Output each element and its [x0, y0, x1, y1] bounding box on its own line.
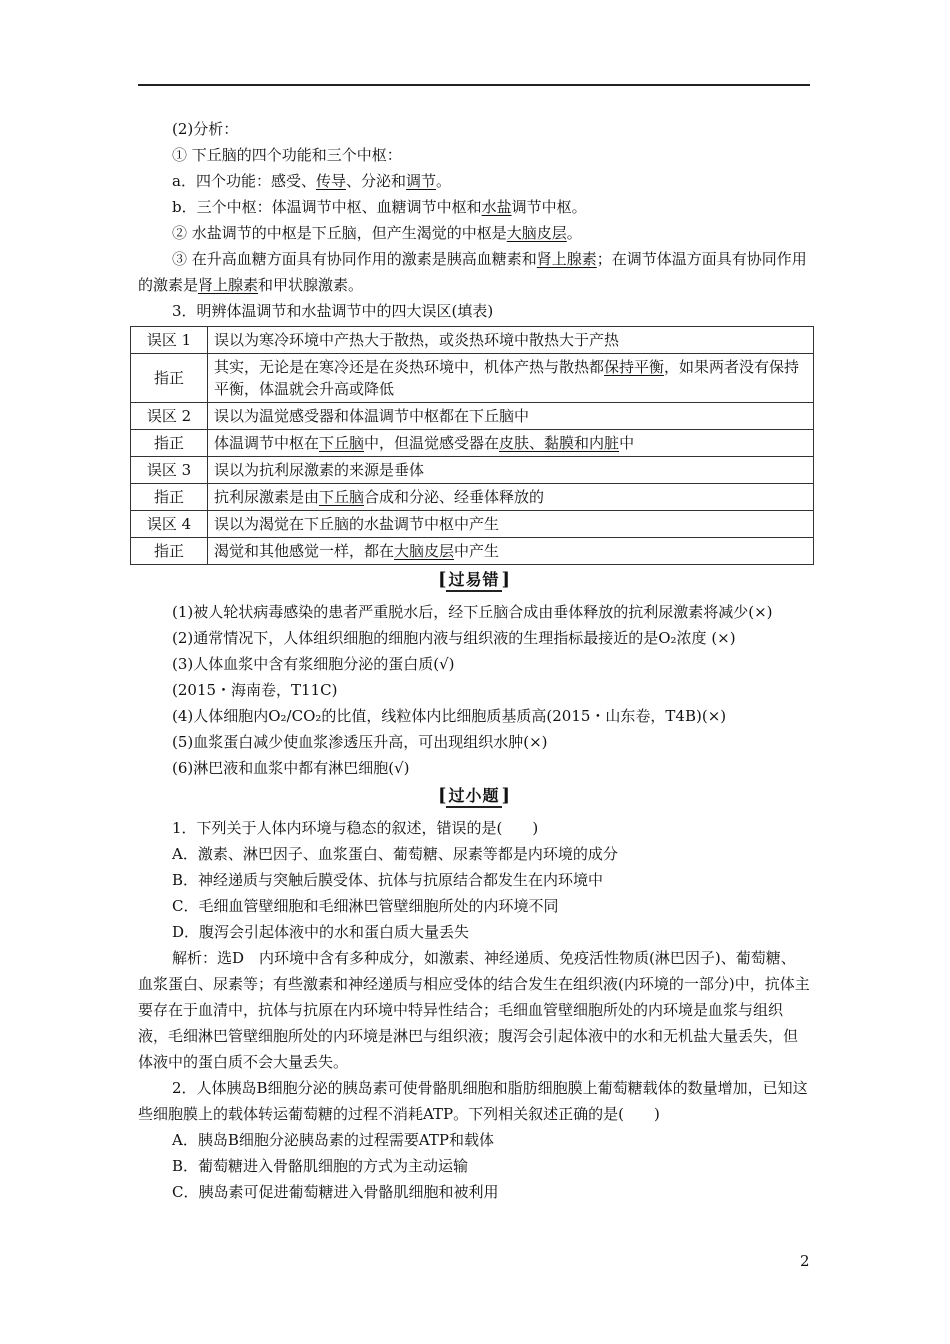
table-row: 误区 1 误以为寒冷环境中产热大于散热，或炎热环境中散热大于产热 [131, 327, 814, 354]
misconception-table [130, 326, 814, 565]
analysis-item-3: ③ 在升高血糖方面具有协同作用的激素是胰高血糖素和肾上腺素；在调节体温方面具有协同作用的激素是肾上腺素和甲状腺激素。 [138, 250, 807, 294]
error-item-2: (2)通常情况下，人体组织细胞的细胞内液与组织液的生理指标最接近的是O₂浓度 (×) [172, 629, 736, 647]
error-item-5: (5)血浆蛋白减少使血浆渗透压升高，可出现组织水肿(×) [172, 733, 548, 751]
table-row: 误区 3 误以为抗利尿激素的来源是垂体 [131, 457, 814, 484]
error-item-6: (6)淋巴液和血浆中都有淋巴细胞(√) [172, 759, 410, 777]
analysis-item-2: ② 水盐调节的中枢是下丘脑，但产生渴觉的中枢是大脑皮层。 [172, 224, 582, 242]
question-1-stem: 1．下列关于人体内环境与稳态的叙述，错误的是( ) [172, 819, 539, 837]
analysis-item-b: b．三个中枢：体温调节中枢、血糖调节中枢和水盐调节中枢。 [172, 198, 587, 216]
quiz-section-badge: [ 过小题 ] [437, 785, 511, 806]
question-1-option-c: C．毛细血管壁细胞和毛细淋巴管壁细胞所处的内环境不同 [172, 897, 559, 915]
question-2-option-b: B．葡萄糖进入骨骼肌细胞的方式为主动运输 [172, 1157, 469, 1175]
page-number: 2 [800, 1252, 810, 1270]
table-row: 误区 4 误以为渴觉在下丘脑的水盐调节中枢中产生 [131, 511, 814, 538]
question-2-stem: 2．人体胰岛B细胞分泌的胰岛素可使骨骼肌细胞和脂肪细胞膜上葡萄糖载体的数量增加，已知这些细胞膜上的载体转运葡萄糖的过程不消耗ATP。下列相关叙述正确的是( ) [138, 1079, 808, 1123]
question-1-analysis: 解析：选D 内环境中含有多种成分，如激素、神经递质、免疫活性物质(淋巴因子)、葡萄糖、血浆蛋白、尿素等；有些激素和神经递质与相应受体的结合发生在组织液(内环境的一部分)中，抗体主要存在于血清中，抗体与抗原在内环境中特异性结合；毛细血管壁细胞所处的内环境是血浆与组织液，毛细淋巴管壁细胞所处的内环境是淋巴与组织液；腹泻会引起体液中的水和无机盐大量丢失，但体液中的蛋白质不会大量丢失。 [138, 949, 810, 1071]
question-1-option-d: D．腹泻会引起体液中的水和蛋白质大量丢失 [172, 923, 470, 941]
page-content [138, 116, 810, 1205]
quiz-badge-label: 过小题 [446, 786, 501, 808]
section-3-title: 3．明辨体温调节和水盐调节中的四大误区(填表) [172, 302, 494, 320]
table-row: 误区 2 误以为温觉感受器和体温调节中枢都在下丘脑中 [131, 403, 814, 430]
analysis-item-a: a．四个功能：感受、传导、分泌和调节。 [172, 172, 452, 190]
header-rule [138, 84, 810, 86]
question-2-option-a: A．胰岛B细胞分泌胰岛素的过程需要ATP和载体 [172, 1131, 494, 1149]
analysis-item-1: ① 下丘脑的四个功能和三个中枢： [172, 146, 402, 164]
errors-section-badge: [ 过易错 ] [437, 569, 511, 590]
table-row: 指正 其实，无论是在寒冷还是在炎热环境中，机体产热与散热都保持平衡，如果两者没有保持平衡，体温就会升高或降低 [131, 354, 814, 403]
question-2-option-c: C．胰岛素可促进葡萄糖进入骨骼肌细胞和被利用 [172, 1183, 499, 1201]
table-row: 指正 渴觉和其他感觉一样，都在大脑皮层中产生 [131, 538, 814, 565]
error-item-1: (1)被人轮状病毒感染的患者严重脱水后，经下丘脑合成由垂体释放的抗利尿激素将减少(×) [172, 603, 773, 621]
error-item-3: (3)人体血浆中含有浆细胞分泌的蛋白质(√) [172, 655, 455, 673]
question-1-option-a: A．激素、淋巴因子、血浆蛋白、葡萄糖、尿素等都是内环境的成分 [172, 845, 618, 863]
table-row: 指正 抗利尿激素是由下丘脑合成和分泌、经垂体释放的 [131, 484, 814, 511]
error-item-3-source: (2015・海南卷，T11C) [172, 681, 338, 699]
errors-badge-label: 过易错 [446, 570, 501, 592]
error-item-4: (4)人体细胞内O₂/CO₂的比值，线粒体内比细胞质基质高(2015・山东卷，T4B)(×) [172, 707, 727, 725]
question-1-option-b: B．神经递质与突触后膜受体、抗体与抗原结合都发生在内环境中 [172, 871, 604, 889]
analysis-heading: (2)分析： [172, 120, 239, 138]
table-row: 指正 体温调节中枢在下丘脑中，但温觉感受器在皮肤、黏膜和内脏中 [131, 430, 814, 457]
